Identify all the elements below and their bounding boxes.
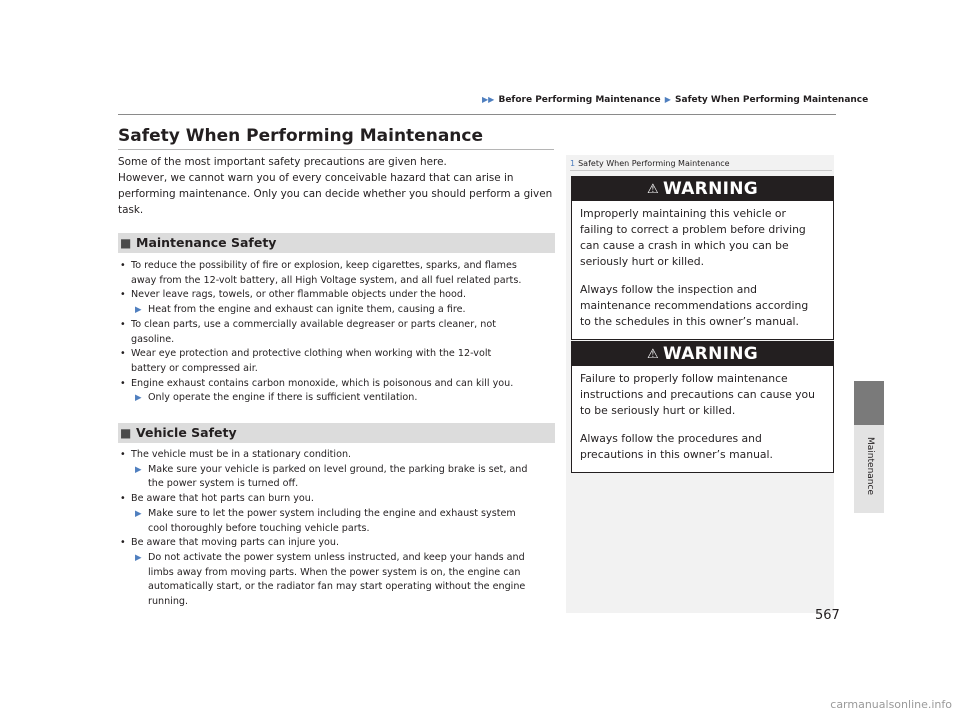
- header-divider: [118, 114, 836, 115]
- warning-text-line: to the schedules in this owner’s manual.: [580, 315, 799, 328]
- list-item-text: Make sure your vehicle is parked on level ground, the parking brake is set, and: [148, 463, 528, 475]
- intro-paragraph: [118, 154, 558, 218]
- list-item-continuation: [118, 333, 563, 348]
- chevron-right-icon: ▶: [664, 95, 671, 104]
- warning-triangle-icon: ⚠: [646, 182, 659, 197]
- breadcrumb-item-current[interactable]: Safety When Performing Maintenance: [675, 95, 869, 105]
- intro-line: performing maintenance. Only you can decide whether you should perform a given: [118, 188, 553, 200]
- list-item-text: Wear eye protection and protective clothing when working with the 12-volt: [131, 348, 492, 360]
- section-tab-marker: [854, 381, 884, 425]
- list-item-text: Be aware that moving parts can injure you.: [131, 537, 339, 549]
- list-item: [118, 318, 563, 333]
- list-item-text: Make sure to let the power system including the engine and exhaust system: [148, 507, 516, 519]
- chevron-right-icon: ▶: [135, 464, 142, 475]
- warning-text-line: Improperly maintaining this vehicle or: [580, 207, 786, 220]
- list-item-continuation: [118, 595, 563, 610]
- intro-line: However, we cannot warn you of every conceivable hazard that can arise in: [118, 172, 514, 184]
- list-item-text: Only operate the engine if there is sufficient ventilation.: [148, 392, 418, 404]
- warning-text-line: Always follow the procedures and: [580, 432, 762, 445]
- maintenance-safety-list: [118, 259, 563, 406]
- list-item: [118, 492, 563, 507]
- warning-text-line: failing to correct a problem before driving: [580, 223, 806, 236]
- list-item-text: Never leave rags, towels, or other flammable objects under the hood.: [131, 289, 467, 301]
- section-tab-label: Maintenance: [865, 437, 875, 495]
- sub-item: [118, 551, 563, 566]
- list-item-text: gasoline.: [131, 333, 175, 345]
- warning-body: [572, 201, 833, 339]
- warning-text-line: to be seriously hurt or killed.: [580, 404, 736, 417]
- sidebar-divider: [570, 170, 832, 171]
- list-item: [118, 377, 563, 392]
- breadcrumb: [481, 95, 868, 105]
- list-item-text: running.: [148, 596, 189, 608]
- sub-item: [118, 391, 563, 406]
- list-item: [118, 448, 563, 463]
- reference-marker-icon: 1: [570, 159, 576, 168]
- list-item-text: automatically start, or the radiator fan may start operating without the engine: [148, 581, 526, 593]
- warning-text-line: seriously hurt or killed.: [580, 255, 705, 268]
- square-bullet-icon: ■: [120, 426, 132, 440]
- vehicle-safety-list: [118, 448, 563, 610]
- warning-label: WARNING: [662, 344, 759, 364]
- sidebar-heading-text: Safety When Performing Maintenance: [578, 159, 730, 168]
- list-item: [118, 536, 563, 551]
- square-bullet-icon: ■: [120, 236, 132, 250]
- warning-body: [572, 366, 833, 472]
- list-item-text: Do not activate the power system unless instructed, and keep your hands and: [148, 551, 525, 563]
- warning-box: [571, 341, 834, 473]
- list-item-text: Engine exhaust contains carbon monoxide, which is poisonous and can kill you.: [131, 377, 514, 389]
- warning-box: [571, 176, 834, 340]
- list-item-continuation: [118, 477, 563, 492]
- list-item-text: battery or compressed air.: [131, 362, 258, 374]
- list-item-text: Heat from the engine and exhaust can ignite them, causing a fire.: [148, 304, 466, 316]
- warning-header: [572, 342, 833, 366]
- sub-item: [118, 303, 563, 318]
- list-item-text: limbs away from moving parts. When the power system is on, the engine can: [148, 566, 521, 578]
- double-chevron-icon: ▶▶: [482, 95, 495, 104]
- section-heading-vehicle-safety: [118, 423, 555, 443]
- list-item-continuation: [118, 362, 563, 377]
- intro-line: Some of the most important safety precautions are given here.: [118, 156, 447, 168]
- chevron-right-icon: ▶: [135, 552, 142, 563]
- list-item: [118, 347, 563, 362]
- list-item-continuation: [118, 274, 563, 289]
- chevron-right-icon: ▶: [135, 508, 142, 519]
- section-heading-text: Maintenance Safety: [136, 235, 277, 250]
- section-heading-maintenance-safety: [118, 233, 555, 253]
- warning-label: WARNING: [662, 179, 759, 199]
- list-item: [118, 259, 563, 274]
- sidebar-heading: [570, 159, 730, 168]
- list-item-text: To clean parts, use a commercially available degreaser or parts cleaner, not: [131, 318, 496, 330]
- list-item-text: The vehicle must be in a stationary condition.: [131, 449, 352, 460]
- warning-text-line: Failure to properly follow maintenance: [580, 372, 788, 385]
- site-watermark[interactable]: carmanualsonline.info: [830, 698, 952, 711]
- list-item: [118, 288, 563, 303]
- title-divider: [118, 149, 554, 150]
- chevron-right-icon: ▶: [135, 305, 142, 316]
- list-item-continuation: [118, 522, 563, 537]
- warning-text-line: precautions in this owner’s manual.: [580, 448, 773, 461]
- list-item-text: To reduce the possibility of fire or explosion, keep cigarettes, sparks, and flames: [131, 260, 517, 271]
- list-item-text: the power system is turned off.: [148, 478, 299, 490]
- page-number: 567: [815, 608, 840, 623]
- page-title: Safety When Performing Maintenance: [118, 126, 483, 146]
- sub-item: [118, 463, 563, 478]
- list-item-continuation: [118, 566, 563, 581]
- list-item-text: away from the 12-volt battery, all High Voltage system, and all fuel related parts.: [131, 274, 522, 286]
- chevron-right-icon: ▶: [135, 393, 142, 404]
- warning-triangle-icon: ⚠: [646, 347, 659, 362]
- list-item-continuation: [118, 580, 563, 595]
- sub-item: [118, 507, 563, 522]
- section-heading-text: Vehicle Safety: [136, 425, 237, 440]
- breadcrumb-item-parent[interactable]: Before Performing Maintenance: [498, 95, 661, 105]
- warning-text-line: Always follow the inspection and: [580, 283, 758, 296]
- warning-text-line: instructions and precautions can cause you: [580, 388, 815, 401]
- list-item-text: cool thoroughly before touching vehicle parts.: [148, 522, 370, 534]
- list-item-text: Be aware that hot parts can burn you.: [131, 493, 314, 505]
- warning-text-line: can cause a crash in which you can be: [580, 239, 789, 252]
- warning-text-line: maintenance recommendations according: [580, 299, 809, 312]
- intro-line: task.: [118, 204, 144, 216]
- warning-header: [572, 177, 833, 201]
